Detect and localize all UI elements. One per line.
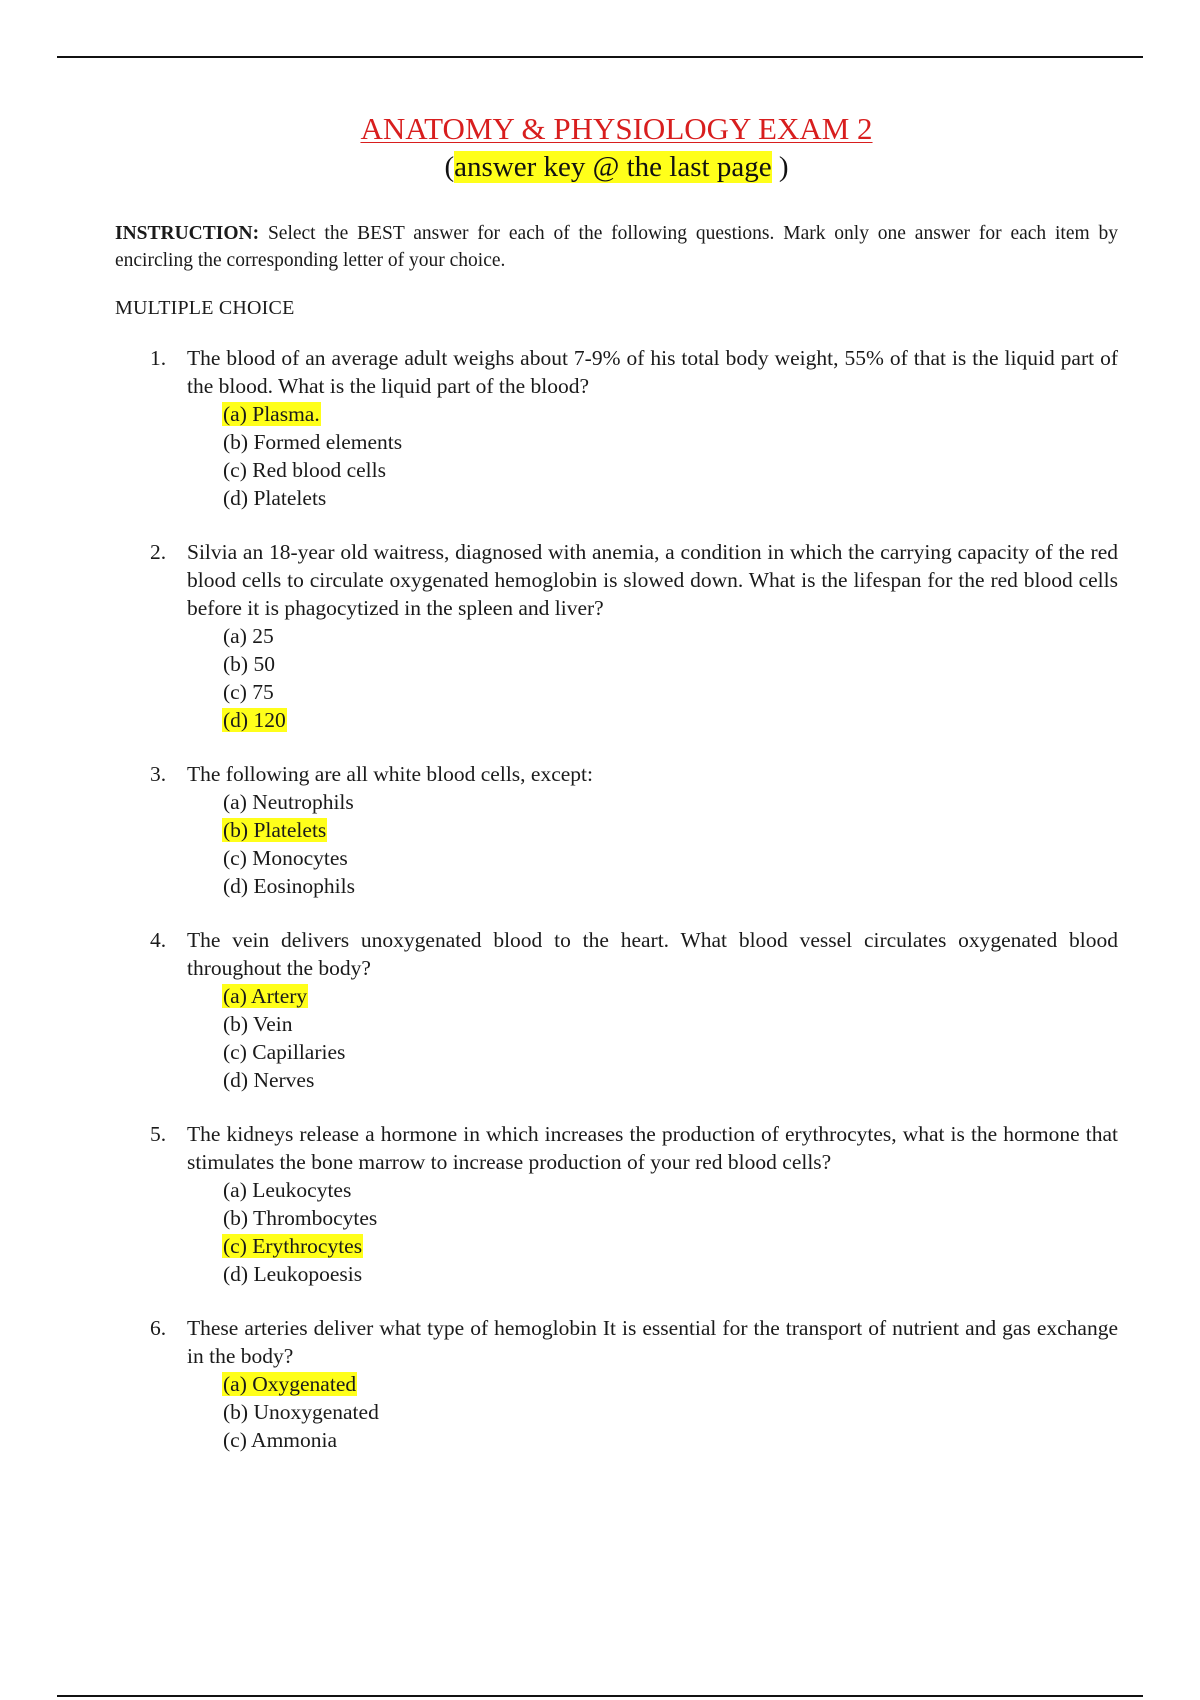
answer-option-label-highlighted: (b) Platelets [223, 818, 327, 842]
answer-option[interactable] [222, 788, 1118, 816]
answer-option[interactable] [222, 456, 1118, 484]
top-rule [57, 56, 1143, 58]
answer-option-label: (b) 50 [223, 652, 275, 676]
question-item [115, 760, 1118, 900]
question-text: The kidneys release a hormone in which increases the production of erythrocytes, what is the hormone that stimulates the bone marrow to increase production of your red blood cells? [187, 1122, 1118, 1174]
answer-option[interactable] [222, 1232, 1118, 1260]
answer-option-label: (c) 75 [223, 680, 274, 704]
question-number: 1. [150, 346, 167, 370]
answer-option-label: (a) Neutrophils [223, 790, 354, 814]
question-text: The vein delivers unoxygenated blood to the heart. What blood vessel circulates oxygenated blood throughout the body? [187, 928, 1118, 980]
exam-page [115, 110, 1118, 1480]
answer-option[interactable] [222, 622, 1118, 650]
question-number: 5. [150, 1122, 167, 1146]
answer-option[interactable] [222, 1038, 1118, 1066]
question-item [115, 1314, 1118, 1454]
answer-option[interactable] [222, 428, 1118, 456]
question-number: 6. [150, 1316, 167, 1340]
answer-option[interactable] [222, 1260, 1118, 1288]
answer-option[interactable] [222, 982, 1118, 1010]
section-label: MULTIPLE CHOICE [115, 297, 295, 319]
answer-option-label: (d) Nerves [223, 1068, 315, 1092]
answer-option-label: (c) Capillaries [223, 1040, 346, 1064]
question-item [115, 926, 1118, 1094]
answer-option-label: (b) Vein [223, 1012, 293, 1036]
answer-option-label: (c) Ammonia [223, 1428, 338, 1452]
answer-option-label: (b) Formed elements [223, 430, 403, 454]
answer-option[interactable] [222, 400, 1118, 428]
question-list [115, 344, 1118, 1454]
bottom-rule [57, 1695, 1143, 1697]
answer-option-label: (c) Red blood cells [223, 458, 386, 482]
answer-option[interactable] [222, 1066, 1118, 1094]
question-item [115, 1120, 1118, 1288]
answer-option[interactable] [222, 650, 1118, 678]
answer-option-label-highlighted: (a) Artery [223, 984, 308, 1008]
question-number: 2. [150, 540, 167, 564]
instruction-paragraph [115, 220, 1118, 274]
question-number: 3. [150, 762, 167, 786]
answer-key-note: answer key @ the last page [454, 151, 772, 183]
answer-option-label: (b) Unoxygenated [223, 1400, 379, 1424]
answer-option[interactable] [222, 678, 1118, 706]
question-text: Silvia an 18-year old waitress, diagnosed with anemia, a condition in which the carrying capacity of the red blood cells to circulate oxygenated hemoglobin is slowed down. What is the lifespan for the red blood cells before it is phagocytized in the spleen and liver? [187, 540, 1118, 620]
question-text: These arteries deliver what type of hemoglobin It is essential for the transport of nutrient and gas exchange in the body? [187, 1316, 1118, 1368]
title-block [115, 110, 1118, 186]
answer-option[interactable] [222, 1204, 1118, 1232]
question-item [115, 344, 1118, 512]
answer-option-label: (a) Leukocytes [223, 1178, 352, 1202]
option-list [187, 1370, 1118, 1454]
answer-option-label-highlighted: (c) Erythrocytes [223, 1234, 363, 1258]
option-list [187, 622, 1118, 734]
instruction-text: Select the BEST answer for each of the following questions. Mark only one answer for each item by encircling the corresponding letter of your choice. [115, 223, 1118, 271]
answer-option[interactable] [222, 706, 1118, 734]
answer-option[interactable] [222, 872, 1118, 900]
answer-option-label-highlighted: (a) Oxygenated [223, 1372, 357, 1396]
question-item [115, 538, 1118, 734]
answer-option[interactable] [222, 844, 1118, 872]
exam-subtitle [115, 148, 1118, 186]
answer-option[interactable] [222, 816, 1118, 844]
question-text: The following are all white blood cells, except: [187, 762, 593, 786]
answer-option[interactable] [222, 1176, 1118, 1204]
subtitle-close-paren: ) [771, 151, 789, 183]
option-list [187, 788, 1118, 900]
answer-option-label: (b) Thrombocytes [223, 1206, 378, 1230]
answer-option[interactable] [222, 1010, 1118, 1038]
answer-option-label: (a) 25 [223, 624, 274, 648]
answer-option-label: (d) Platelets [223, 486, 327, 510]
subtitle-open-paren: ( [444, 151, 455, 183]
question-text: The blood of an average adult weighs about 7-9% of his total body weight, 55% of that is the liquid part of the blood. What is the liquid part of the blood? [187, 346, 1118, 398]
question-number: 4. [150, 928, 167, 952]
answer-option-label: (d) Eosinophils [223, 874, 355, 898]
answer-option-label-highlighted: (d) 120 [223, 708, 286, 732]
answer-option[interactable] [222, 1398, 1118, 1426]
exam-title: ANATOMY & PHYSIOLOGY EXAM 2 [360, 111, 873, 146]
option-list [187, 400, 1118, 512]
answer-option-label: (c) Monocytes [223, 846, 348, 870]
instruction-label: INSTRUCTION: [115, 223, 260, 244]
answer-option[interactable] [222, 1426, 1118, 1454]
answer-option[interactable] [222, 484, 1118, 512]
answer-option[interactable] [222, 1370, 1118, 1398]
option-list [187, 982, 1118, 1094]
option-list [187, 1176, 1118, 1288]
answer-option-label-highlighted: (a) Plasma. [223, 402, 320, 426]
answer-option-label: (d) Leukopoesis [223, 1262, 363, 1286]
